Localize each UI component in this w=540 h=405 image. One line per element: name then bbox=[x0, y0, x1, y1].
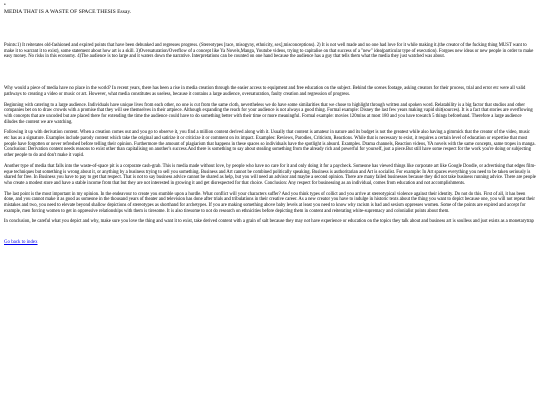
paragraph-derivation: Following it up with derivation content. When a creation comes out and you go to observe it, you find a million content derived along with it. Usually that content is amateur in nature and its budget is not the greatest while also having a gimmick that the creator of the video, music etc has as a signature. Examples include parody content which take the original and satirize it or criticize it or comment on its impact. Examples: Reviews, Parodies, Criticism, Reactions. While that is necessary to exist, it requires a certain level of education or expertise that most people have forgotten or never refreshed before telling their opinion. Furthermore the amount of plagiarism that happens in these spaces so individuals have the spotlight is absurd. Examples. Drama channels, Reaction videos, YA novels with the same concepts, same tropes in manga. Conclusion: Derivation content needs reasons to exist other than capitalising on another's success.And there is something to say about stealing something from the already rich and powerful for yourself, just a piece.But still have some respect for the work you're doing or subjecting other people to do and don't make it vapid. bbox=[4, 130, 536, 159]
paragraph-cash-grab: Another type of media that falls into the waste-of-space pit is a corporate cash-grab. This is media made without love, by people who have no care for it and only doing it for a paycheck. Someone has viewed things like corporate art like Google Doodle, or advertising that edges film-eque techniques but something is wrong about it, or anything by a business trying to sell you something. Business and Art cannot be combined politically speaking. Business is authoritarian and Art is socialist. For example: In Art spaces everything you need to be taken seriously is shared for free. In Business you have to pay to get that respect. That is not to say business advice cannot be shared as help, but you will need an advisor and maybe a second opinion. There are many failed businesses because they did not take business running advice. There are people who create a modest store and have a stable income from that but they are not interested in growing it and get disrespected for that choice. Conclusion: Any respect for businessing as an individual, comes from education and not accomplishments. bbox=[4, 163, 536, 186]
bullet-mark: • bbox=[4, 3, 6, 8]
paragraph-points: Points:1) It reiterates old-fashioned and expired points that have been debunked and regresses progress. (Stereotypes [race, misogyny, ethnicity, sex],misconceptions). 2) It is not well made and no one had love for it while making it.(the creator of the fucking thing MUST want to make it to warrant it to exist), some statement about how art is a skill. 3)Oversaturation/Overflow of a concept like Ya Novels,Manga, Youtube videos, trying to capitalise on that success of a "new" idea(particular type of execution). Forgoes new ideas or new people in order to make easy money. No risks in this economy. 4)The audience is too large and it waters down the narrative. Interpretations can be counted on one hand because the audience has a guy that tells them what the media they just watched was about. bbox=[4, 43, 534, 60]
essay-title: MEDIA THAT IS A WASTE OF SPACE THESIS Essay. bbox=[4, 9, 132, 15]
paragraph-intro: Why would a piece of media have no place in the world? In recent years, there has been a rise in media creation through the easier access to equipment and free education on the subject. Behind the scenes footage, asking creators for their process, trial and error etc were all valid pathways to creating a video or music or art. However, what media constitutes as useless, because it contains a large audience, oversaturation, faulty creation and regression of progress. bbox=[4, 86, 526, 97]
paragraph-stereotypes: The last point is the most important in my opinion. In the endeavour to create you stumble upon a hurdle. What conflict will your characters suffer? And you think types of collict and you arrive at stereotypical violence against their identity. Do not do this. First of all, it has been done, and you cannot make it as good as someone in the thousand years of theater and television has done after trials and tribulations in their creative career. As a new creator you have to indulge in historic texts about the thing you want to depict because one, you will not repeat their mistakes and two, you need to elevate beyond shallow depictions of stereotypes as shorthand for archetypes. If you are making something above baby levels at least you need to know why racism is bad and sexism oppresses women. Some of the points are expired and accept for example, men forcing women to get in oppressive relationships with them is tiresome. It is also tiresome to not do research on ethnicities before depicting them in content and reiterating white-supremacy and colonialist points about them. bbox=[4, 191, 535, 214]
paragraph-conclusion: In conclusion, be careful what you depict and why, make sure you love the thing and want it to exist, take derived content with a grain of salt because they may not have experience or education on the topics they talk about and business art is soulless and just exists as a monetarytrap bbox=[4, 219, 534, 225]
paragraph-audience: Beginning with catering to a large audience. Individuals have unique lives from each other, no one is cut from the same cloth, nevertheless we do have some similarities that we chose to highlight through written and spoken word. Relatability is a big factor that studios and other companies bet on to draw crowds with a promise that they will see themselves in their artpiece. Although expanding the reach for your audience is not always a good thing. Formal example: Disney the last few years making vapid shit(sources). It is a fact that stories are overflowing with concepts that are uncoded but are placed there for extending the time the audience could have to do something better with their time or more meaningful. Formal example: movies 120mins at most 180 and you have towatch 5 things beforehand. Therefore a large audience diludes the content we are watching. bbox=[4, 102, 533, 125]
back-to-index-link[interactable]: Go back to index bbox=[4, 240, 38, 246]
